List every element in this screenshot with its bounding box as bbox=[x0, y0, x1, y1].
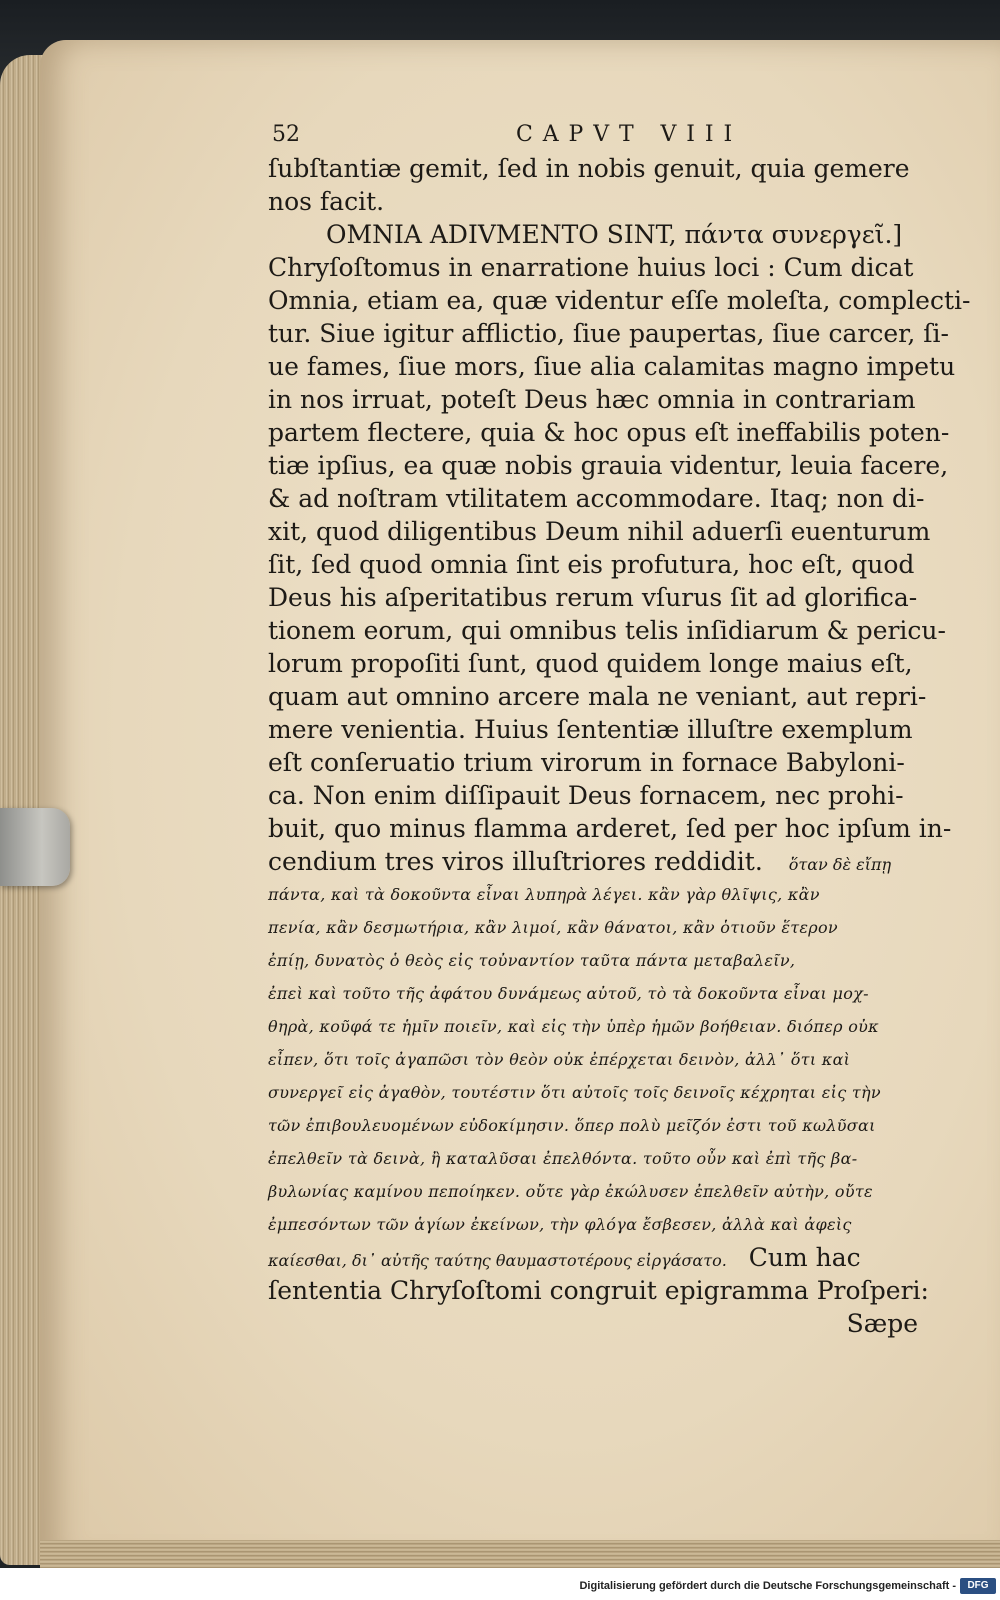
chapter-title: CAPVT VIII bbox=[516, 122, 743, 147]
text-line: ſit, ſed quod omnia ſint eis profutura, hoc eſt, quod bbox=[268, 550, 915, 579]
text-line: eſt conſeruatio trium virorum in fornace Babyloni- bbox=[268, 748, 905, 777]
text-line: tur. Siue igitur afflictio, ſiue paupertas, ſiue carcer, ſi- bbox=[268, 319, 949, 348]
text-line bbox=[268, 845, 958, 878]
text-line: partem flectere, quia & hoc opus eſt ineffabilis poten- bbox=[268, 418, 950, 447]
greek-line: εἶπεν, ὅτι τοῖς ἀγαπῶσι τὸν θεὸν οὐκ ἐπέρχεται δεινὸν, ἀλλ᾽ ὅτι καὶ bbox=[268, 1050, 851, 1069]
greek-segment: καίεσθαι, δι᾽ αὐτῆς ταύτης θαυμαστοτέρους εἰργάσατο. bbox=[268, 1251, 727, 1270]
text-segment: Cum hac bbox=[748, 1243, 861, 1272]
dfg-logo: DFG bbox=[960, 1578, 996, 1594]
text-line: xit, quod diligentibus Deum nihil aduerſi euenturum bbox=[268, 517, 931, 546]
greek-inline: ὅταν δὲ εἴπῃ bbox=[788, 855, 892, 874]
page-number: 52 bbox=[272, 122, 300, 147]
text-line: mere venientia. Huius ſententiæ illuſtre exemplum bbox=[268, 715, 913, 744]
greek-line: ἐπεὶ καὶ τοῦτο τῆς ἀφάτου δυνάμεως αὐτοῦ, τὸ τὰ δοκοῦντα εἶναι μοχ- bbox=[268, 984, 869, 1003]
text-line: buit, quo minus flamma arderet, ſed per hoc ipſum in- bbox=[268, 814, 952, 843]
text-line: ue fames, ſiue mors, ſiue alia calamitas magno impetu bbox=[268, 352, 956, 381]
greek-line: πάντα, καὶ τὰ δοκοῦντα εἶναι λυπηρὰ λέγει. κἂν γὰρ θλῖψις, κἂν bbox=[268, 885, 820, 904]
greek-line: τῶν ἐπιβουλευομένων εὐδοκίμησιν. ὅπερ πολὺ μεῖζόν ἐστι τοῦ κωλῦσαι bbox=[268, 1116, 876, 1135]
text-line: Chryſoſtomus in enarratione huius loci : Cum dicat bbox=[268, 253, 914, 282]
page-bottom-edge bbox=[40, 1540, 1000, 1568]
greek-line: θηρὰ, κοῦφά τε ἡμῖν ποιεῖν, καὶ εἰς τὴν ὑπὲρ ἡμῶν βοήθειαν. διόπερ οὐκ bbox=[268, 1017, 879, 1036]
greek-line: ἐμπεσόντων τῶν ἁγίων ἐκείνων, τὴν φλόγα ἔσβεσεν, ἀλλὰ καὶ ἀφεὶς bbox=[268, 1215, 852, 1234]
greek-line: συνεργεῖ εἰς ἀγαθὸν, τουτέστιν ὅτι αὐτοῖς τοῖς δεινοῖς κέχρηται εἰς τὴν bbox=[268, 1083, 881, 1102]
text-line: tionem eorum, qui omnibus telis inſidiarum & pericu- bbox=[268, 616, 946, 645]
text-line: in nos irruat, poteſt Deus hæc omnia in contrariam bbox=[268, 385, 916, 414]
clamp-tab bbox=[0, 808, 70, 886]
text-line: ſubſtantiæ gemit, ſed in nobis genuit, quia gemere bbox=[268, 154, 910, 183]
text-line: & ad noſtram vtilitatem accommodare. Itaq; non di- bbox=[268, 484, 925, 513]
text-line: ca. Non enim diſſipauit Deus fornacem, nec prohi- bbox=[268, 781, 904, 810]
funding-credit: Digitalisierung gefördert durch die Deutsche Forschungsgemeinschaft - bbox=[579, 1580, 956, 1592]
text-line bbox=[268, 1241, 958, 1274]
text-segment: cendium tres viros illuſtriores reddidit. bbox=[268, 847, 763, 876]
text-line: Deus his aſperitatibus rerum vſurus ſit ad glorifica- bbox=[268, 583, 918, 612]
text-line: OMNIA ADIVMENTO SINT, πάντα συνεργεῖ.] bbox=[326, 220, 903, 249]
greek-line: βυλωνίας καμίνου πεποίηκεν. οὔτε γὰρ ἐκώλυσεν ἐπελθεῖν αὐτὴν, οὔτε bbox=[268, 1182, 873, 1201]
greek-line: ἐπίῃ, δυνατὸς ὁ θεὸς εἰς τοὐναντίον ταῦτα πάντα μεταβαλεῖν, bbox=[268, 951, 796, 970]
text-line: lorum propoſiti ſunt, quod quidem longe maius eſt, bbox=[268, 649, 913, 678]
catchword: Sæpe bbox=[846, 1309, 918, 1338]
text-line: Omnia, etiam ea, quæ videntur eſſe moleſta, complecti- bbox=[268, 286, 971, 315]
page-text bbox=[268, 112, 971, 1340]
running-head bbox=[268, 112, 958, 152]
text-line: tiæ ipſius, ea quæ nobis grauia videntur, leuia facere, bbox=[268, 451, 949, 480]
text-line: quam aut omnino arcere mala ne veniant, aut repri- bbox=[268, 682, 927, 711]
greek-line: πενία, κἂν δεσμωτήρια, κἂν λιμοί, κἂν θάνατοι, κἂν ὁτιοῦν ἕτερον bbox=[268, 918, 838, 937]
greek-line: ἐπελθεῖν τὰ δεινὰ, ἢ καταλῦσαι ἐπελθόντα. τοῦτο οὖν καὶ ἐπὶ τῆς βα- bbox=[268, 1149, 858, 1168]
text-line: nos facit. bbox=[268, 187, 385, 216]
text-line: ſententia Chryſoſtomi congruit epigramma Proſperi: bbox=[268, 1276, 929, 1305]
